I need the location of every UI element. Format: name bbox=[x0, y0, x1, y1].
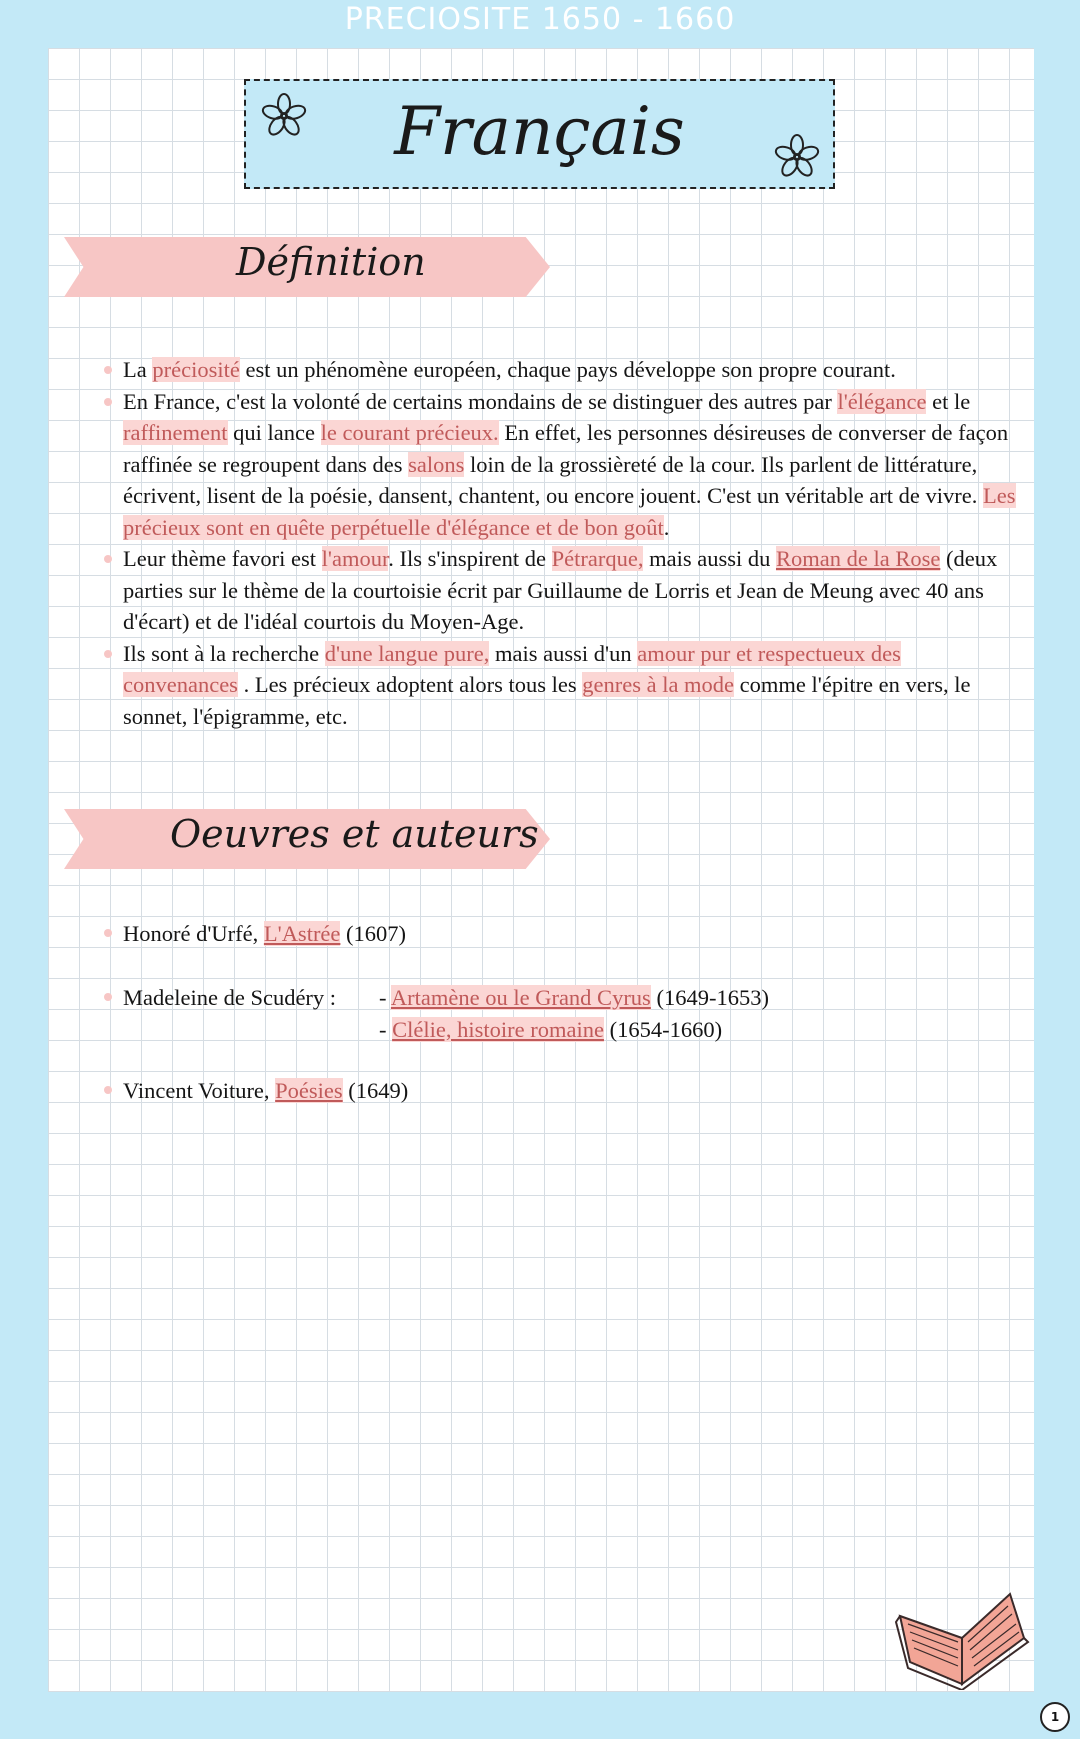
list-item bbox=[98, 543, 1018, 638]
subject-title: Français bbox=[394, 93, 685, 170]
highlight: Les précieux sont en quête perpétuelle d'élégance et de bon goût bbox=[123, 483, 1016, 540]
dash: - bbox=[379, 985, 391, 1010]
dash: - bbox=[379, 1017, 393, 1042]
highlight-title: Roman de la Rose bbox=[775, 546, 941, 571]
author: Vincent Voiture, bbox=[123, 1078, 276, 1103]
text-run: En France, c'est la volonté de certains mondains de se distinguer des autres par bbox=[123, 388, 838, 414]
text-run: . Ils s'inspirent de bbox=[388, 546, 552, 571]
list-item bbox=[98, 386, 1018, 544]
highlight: salons bbox=[408, 451, 465, 477]
text-run: Leur thème favori est bbox=[123, 546, 322, 571]
text-run: et le bbox=[926, 388, 971, 414]
author: Madeleine de Scudéry : bbox=[123, 985, 337, 1010]
work-date: (1649-1653) bbox=[650, 985, 769, 1010]
work-title: Clélie, histoire romaine bbox=[392, 1017, 604, 1042]
text-run: En effet, les personnes désireuses de converser de façon raffinée se regroupent dans des bbox=[123, 420, 1009, 477]
work-date: (1654-1660) bbox=[603, 1017, 723, 1042]
work-date: (1649) bbox=[342, 1078, 409, 1103]
frame-bottom bbox=[0, 1692, 1080, 1739]
highlight: Pétrarque, bbox=[551, 546, 644, 571]
highlight: l'amour bbox=[321, 546, 389, 571]
bullet-dot bbox=[104, 929, 112, 937]
text-run: mais aussi d'un bbox=[489, 640, 638, 666]
section-title-definition: Définition bbox=[236, 240, 426, 284]
section-title-works: Oeuvres et auteurs bbox=[170, 812, 539, 856]
work-date: (1607) bbox=[340, 921, 407, 946]
definition-list bbox=[98, 354, 1018, 732]
work-title: L'Astrée bbox=[263, 921, 341, 946]
text-run: comme l'épitre en vers, le sonnet, l'épigramme, etc. bbox=[123, 672, 971, 729]
text-run: . Les précieux adoptent alors tous les bbox=[237, 672, 583, 697]
work-subitem bbox=[379, 982, 769, 1014]
text-run: qui lance bbox=[227, 420, 321, 445]
text-run: . bbox=[663, 514, 670, 540]
open-book-icon bbox=[892, 1580, 1032, 1690]
highlight: le courant précieux. bbox=[320, 420, 499, 445]
highlight: raffinement bbox=[123, 420, 228, 445]
highlight: l'élégance bbox=[837, 388, 927, 414]
work-subitem bbox=[379, 1014, 722, 1046]
frame-left bbox=[0, 0, 48, 1739]
author: Honoré d'Urfé, bbox=[123, 921, 264, 946]
page-top-title: PRECIOSITE 1650 - 1660 bbox=[344, 2, 736, 37]
list-item bbox=[98, 354, 1018, 386]
flower-icon bbox=[773, 133, 821, 181]
text-run: (deux parties sur le thème de la courtoisie écrit par Guillaume de Lorris et Jean de Meung avec 40 ans d'écart) et de l'idéal courtois du Moyen-Age. bbox=[123, 546, 998, 634]
flower-icon bbox=[260, 92, 308, 140]
highlight: genres à la mode bbox=[582, 672, 735, 697]
highlight: d'une langue pure, bbox=[324, 640, 490, 666]
text-run: mais aussi du bbox=[643, 546, 776, 571]
frame-right bbox=[1034, 0, 1080, 1739]
text-run: loin de la grossièreté de la cour. Ils parlent de littérature, écrivent, lisent de la poésie, dansent, chantent, ou encore jouent. C'est un véritable art de vivre. bbox=[123, 451, 983, 508]
bullet-dot bbox=[104, 1086, 112, 1094]
list-item bbox=[98, 638, 1018, 733]
text-run: est un phénomène européen, chaque pays développe son propre courant. bbox=[239, 357, 896, 382]
work-title: Artamène ou le Grand Cyrus bbox=[390, 985, 651, 1010]
highlight: préciosité bbox=[152, 357, 240, 382]
page-number: 1 bbox=[1040, 1702, 1070, 1732]
title-box bbox=[244, 79, 835, 189]
work-title: Poésies bbox=[275, 1078, 343, 1103]
bullet-dot bbox=[104, 993, 112, 1001]
text-run: Ils sont à la recherche bbox=[123, 640, 325, 666]
text-run: La bbox=[123, 357, 153, 382]
highlight: amour pur et respectueux des convenances bbox=[123, 640, 901, 697]
